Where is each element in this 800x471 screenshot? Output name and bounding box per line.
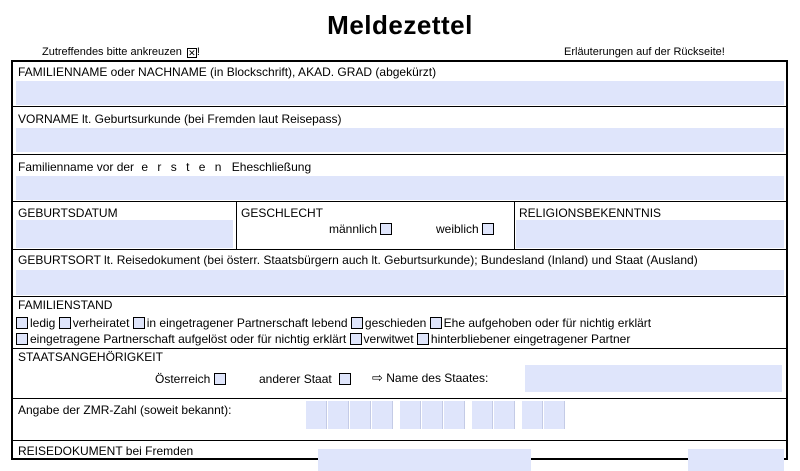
section-familienname-vor-ehe: [13, 155, 786, 202]
reisedokument-label: REISEDOKUMENT bei Fremden: [18, 444, 194, 458]
partnerschaft-label: in eingetragener Partnerschaft lebend: [146, 316, 348, 330]
geschieden-label: geschieden: [364, 316, 427, 330]
familienname-vor-ehe-input[interactable]: [16, 176, 784, 200]
familienstand-label: FAMILIENSTAND: [18, 298, 113, 312]
explanation-note: Erläuterungen auf der Rückseite!: [564, 46, 725, 58]
anderer-staat-label: anderer Staat: [259, 372, 332, 386]
section-geburtsdaten: [13, 202, 786, 250]
name-des-staates-input[interactable]: [525, 365, 782, 392]
zmr-digit-cell[interactable]: [306, 401, 327, 429]
label-suffix: Eheschließung: [231, 160, 312, 174]
religion-input[interactable]: [516, 220, 784, 248]
familienname-input[interactable]: [16, 81, 784, 105]
oesterreich-checkbox[interactable]: [214, 373, 226, 385]
zmr-digit-cell[interactable]: [328, 401, 349, 429]
maennlich-label: männlich: [329, 222, 378, 236]
section-zmr: [13, 399, 786, 441]
ehe-aufgehoben-checkbox[interactable]: [430, 317, 442, 329]
weiblich-option: [436, 222, 496, 236]
staatsangehoerigkeit-label: STAATSANGEHÖRIGKEIT: [18, 350, 163, 364]
partnerschaft-checkbox[interactable]: [133, 317, 145, 329]
zmr-digit-cell[interactable]: [472, 401, 493, 429]
divider: [514, 202, 515, 250]
zmr-digit-cell[interactable]: [372, 401, 393, 429]
page-title: Meldezettel: [327, 10, 473, 40]
geburtsort-input[interactable]: [16, 270, 784, 295]
right-arrow-icon: ⇨: [372, 371, 383, 386]
section-familienstand: [13, 297, 786, 349]
ehe-aufgehoben-label: Ehe aufgehoben oder für nichtig erklärt: [443, 316, 652, 330]
oesterreich-option: [155, 372, 228, 386]
familienstand-row-2: [16, 332, 630, 346]
ledig-checkbox[interactable]: [16, 317, 28, 329]
section-familienname: [13, 62, 786, 107]
vorname-label: VORNAME lt. Geburtsurkunde (bei Fremden laut Reisepass): [18, 112, 342, 126]
label-prefix: Familienname vor der: [18, 160, 135, 174]
geburtsdatum-input[interactable]: [16, 220, 233, 248]
registration-form: [11, 60, 788, 460]
zmr-digit-cell[interactable]: [444, 401, 465, 429]
name-des-staates-label: Name des Staates:: [386, 371, 489, 385]
verwitwet-label: verwitwet: [363, 332, 414, 346]
section-reisedokument: [13, 441, 786, 471]
zmr-digit-cell[interactable]: [522, 401, 543, 429]
familienname-label: FAMILIENNAME oder NACHNAME (in Blockschrift), AKAD. GRAD (abgekürzt): [18, 65, 437, 79]
partnerschaft-aufgeloest-checkbox[interactable]: [16, 333, 28, 345]
familienname-vor-ehe-label: [18, 160, 311, 174]
reisedokument-input-2[interactable]: [688, 449, 784, 471]
name-des-staates-label-group: [372, 371, 488, 386]
geschieden-checkbox[interactable]: [351, 317, 363, 329]
weiblich-checkbox[interactable]: [482, 223, 494, 235]
zmr-label: Angabe der ZMR-Zahl (soweit bekannt):: [18, 403, 232, 417]
geschlecht-label: GESCHLECHT: [241, 206, 324, 220]
zmr-digit-cell[interactable]: [422, 401, 443, 429]
verheiratet-checkbox[interactable]: [59, 317, 71, 329]
hinterbliebener-checkbox[interactable]: [417, 333, 429, 345]
anderer-staat-option: [259, 372, 353, 386]
maennlich-checkbox[interactable]: [380, 223, 392, 235]
vorname-input[interactable]: [16, 128, 784, 152]
zmr-digit-cell[interactable]: [544, 401, 565, 429]
verheiratet-label: verheiratet: [72, 316, 130, 330]
religion-label: RELIGIONSBEKENNTNIS: [519, 206, 662, 220]
familienstand-row-1: [16, 316, 651, 330]
reisedokument-input-1[interactable]: [318, 449, 531, 471]
crossed-box-icon: ✕: [188, 48, 196, 58]
geburtsdatum-label: GEBURTSDATUM: [18, 206, 118, 220]
zmr-digit-cell[interactable]: [350, 401, 371, 429]
oesterreich-label: Österreich: [155, 372, 211, 386]
instruction-note: [42, 46, 200, 58]
section-geburtsort: [13, 250, 786, 297]
section-vorname: [13, 107, 786, 155]
verwitwet-checkbox[interactable]: [350, 333, 362, 345]
divider: [236, 202, 237, 250]
instruction-mark: !: [196, 46, 200, 58]
partnerschaft-aufgeloest-label: eingetragene Partnerschaft aufgelöst oder für nichtig erklärt: [30, 332, 347, 346]
zmr-digit-cell[interactable]: [400, 401, 421, 429]
hinterbliebener-label: hinterbliebener eingetragener Partner: [430, 332, 631, 346]
anderer-staat-checkbox[interactable]: [339, 373, 351, 385]
zmr-digit-cell[interactable]: [494, 401, 515, 429]
weiblich-label: weiblich: [436, 222, 479, 236]
instruction-text: Zutreffendes bitte ankreuzen: [42, 46, 182, 58]
label-spaced: e r s t e n: [141, 160, 225, 174]
maennlich-option: [329, 222, 394, 236]
geburtsort-label: GEBURTSORT lt. Reisedokument (bei österr. Staatsbürgern auch lt. Geburtsurkunde); Bundesland (Inland) und Staat (Ausland): [18, 253, 698, 267]
section-staatsangehoerigkeit: [13, 349, 786, 399]
ledig-label: ledig: [30, 316, 56, 330]
